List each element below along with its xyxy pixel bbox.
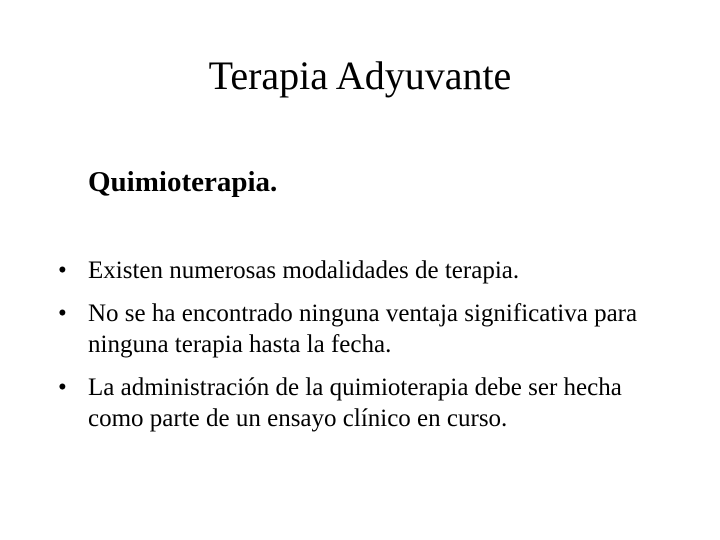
slide-subtitle: Quimioterapia.	[88, 166, 278, 198]
bullet-icon: •	[58, 374, 67, 401]
bullet-icon: •	[58, 257, 67, 284]
slide-title: Terapia Adyuvante	[208, 53, 512, 98]
bullet-item	[58, 298, 678, 360]
bullet-text: Existen numerosas modalidades de terapia.	[88, 257, 520, 284]
bullet-item	[58, 255, 678, 286]
bullet-text: No se ha encontrado ninguna ventaja significativa para ninguna terapia hasta la fecha.	[88, 300, 638, 358]
bullet-text: La administración de la quimioterapia debe ser hecha como parte de un ensayo clínico en curso.	[88, 374, 622, 432]
bullet-item	[58, 372, 678, 434]
bullet-icon: •	[58, 300, 67, 327]
bullet-list	[58, 255, 678, 434]
